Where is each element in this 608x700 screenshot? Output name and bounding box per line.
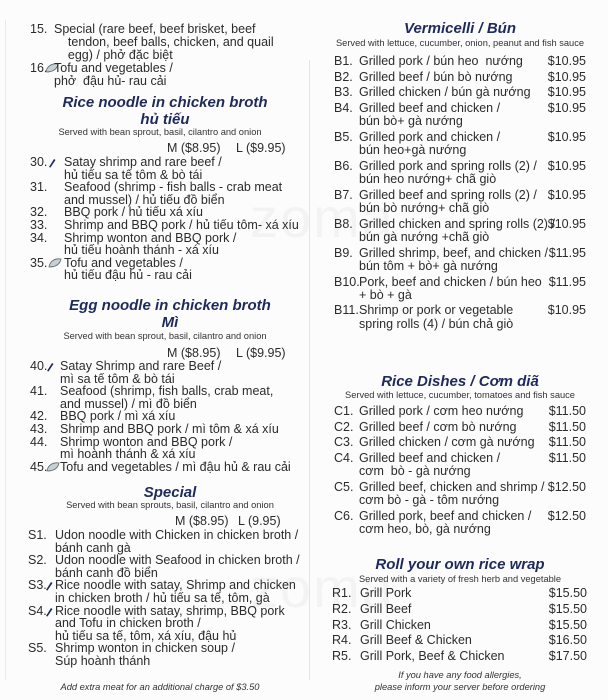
item-number: 44.	[30, 434, 48, 449]
leaf-icon	[48, 258, 62, 271]
item-description: Grilled shrimp, beef, and chicken /	[359, 245, 548, 260]
item-description: Grilled beef / cơm bò nướng	[359, 419, 517, 434]
rice-wrap-title: Roll your own rice wrap	[375, 556, 545, 573]
item-number: B4.	[334, 101, 353, 116]
item-description: Pork, beef and chicken / bún heo	[359, 274, 542, 289]
item-description: Grilled pork and spring rolls (2) /	[359, 158, 537, 173]
item-number: B1.	[334, 54, 353, 68]
extra-meat-note: Add extra meat for an additional charge of $3.50	[60, 682, 260, 692]
item-price: $10.95	[547, 130, 586, 144]
special-size-m: M ($8.95)	[175, 514, 229, 528]
item-number: R3.	[332, 617, 352, 632]
item-number: 31.	[30, 180, 48, 195]
item-price: $11.50	[548, 404, 586, 418]
menu-item	[28, 605, 303, 643]
item-description: hủ tiếu sa tế, tôm, xá xíu, đậu hủ	[55, 628, 237, 643]
menu-item	[334, 218, 586, 244]
spicy-pepper-icon	[45, 606, 53, 620]
item-description: Udon noodle with Chicken in chicken broth /	[55, 528, 299, 542]
menu-item	[30, 232, 300, 257]
item-description: Grill Beef	[360, 601, 412, 616]
item-price: $16.50	[548, 633, 587, 648]
item-number: C6.	[334, 508, 354, 523]
item-description: BBQ pork / hủ tiếu xá xíu	[64, 205, 203, 220]
item-number: B10.	[334, 274, 360, 289]
menu-item	[30, 23, 300, 62]
rice-wrap-subtitle: Served with a variety of fresh herb and vegetable	[358, 574, 562, 584]
spicy-pepper-icon	[48, 157, 56, 171]
item-price: $12.50	[547, 508, 586, 523]
menu-item	[334, 102, 586, 128]
rice-dishes-title: Rice Dishes / Cơm diã	[381, 373, 539, 390]
item-description: hủ tiếu đậu hủ - rau cải	[64, 268, 192, 283]
item-description: Súp hoành thánh	[55, 653, 151, 668]
item-price: $10.95	[547, 216, 586, 231]
item-number: 32.	[30, 205, 48, 220]
item-description: in chicken broth / hủ tiếu sa tế, tôm, gà	[55, 590, 270, 605]
mi-subtitle: Served with bean sprout, basil, cilantro and onion	[63, 331, 267, 341]
item-description: cơm bò - gà - tôm nướng	[359, 493, 500, 508]
item-number: 43.	[30, 422, 48, 436]
item-number: R5.	[332, 649, 352, 664]
menu-item	[334, 189, 586, 215]
item-number: 42.	[30, 409, 48, 424]
menu-item	[334, 247, 586, 273]
item-description: Tofu and vegetables / mì đậu hủ & rau cải	[60, 459, 291, 474]
item-description: cơm bò - gà nướng	[359, 464, 471, 479]
item-number: 40.	[30, 359, 48, 373]
item-description: Seafood (shrimp - fish balls - crab meat	[64, 180, 283, 195]
item-number: B11.	[334, 303, 359, 318]
menu-item	[334, 276, 586, 302]
item-description: Grilled beef, chicken and shrimp /	[359, 480, 545, 494]
item-price: $10.95	[547, 54, 586, 68]
menu-item	[334, 55, 586, 68]
item-price: $11.50	[548, 451, 586, 466]
special-title: Special	[143, 484, 197, 501]
item-description: + bò + gà	[359, 287, 412, 302]
page-edge	[5, 20, 6, 680]
item-price: $10.95	[547, 158, 586, 173]
item-number: S5.	[28, 641, 47, 656]
item-number: R2.	[332, 601, 352, 616]
menu-item	[334, 405, 586, 418]
item-description: bún bò+ gà nướng	[359, 114, 463, 129]
item-description: egg) / phở đặc biệt	[54, 48, 173, 62]
item-description: Grill Chicken	[360, 617, 431, 632]
item-number: C1.	[334, 404, 354, 418]
item-description: Grilled chicken and spring rolls (2) /	[359, 216, 555, 231]
item-price: $11.95	[548, 274, 586, 289]
item-description: bún bò nướng+ chã giò	[359, 200, 490, 215]
item-number: 35.	[30, 255, 48, 270]
item-description: Grilled beef and spring rolls (2) /	[359, 187, 537, 202]
item-price: $10.95	[547, 303, 586, 318]
item-description: bánh canh gà	[55, 540, 131, 555]
item-description: Shrimp and BBQ pork / mì tôm & xá xíu	[60, 422, 279, 436]
rice-dishes-subtitle: Served with lettuce, cucumber, tomatoes and fish sauce	[345, 390, 575, 400]
menu-item	[334, 452, 586, 478]
spicy-pepper-icon	[46, 361, 54, 375]
item-number: B6.	[334, 158, 353, 173]
item-description: and Tofu in chicken broth /	[55, 616, 201, 631]
item-price: $11.50	[548, 419, 586, 434]
item-number: C2.	[334, 419, 354, 434]
item-description: Grill Pork	[360, 586, 412, 600]
item-description: spring rolls (4) / bún chả giò	[359, 316, 514, 331]
item-number: 45.	[30, 459, 48, 474]
item-price: $10.95	[547, 187, 586, 202]
item-description: and mussel) / hủ tiếu đồ biển	[64, 192, 225, 207]
vermicelli-subtitle: Served with lettuce, cucumber, onion, peanut and fish sauce	[335, 38, 585, 48]
item-number: B5.	[334, 130, 353, 144]
item-number: S2.	[28, 553, 47, 568]
menu-item	[30, 461, 305, 474]
hu-tieu-title-vn: hủ tiếu	[140, 111, 190, 128]
item-description: Grilled pork and chicken /	[359, 130, 501, 144]
item-number: 41.	[30, 384, 48, 399]
item-price: $10.95	[547, 85, 586, 100]
item-description: Shrimp or pork or vegetable	[359, 303, 514, 318]
item-description: Shrimp wonton and BBQ pork /	[60, 434, 233, 449]
item-number: R4.	[332, 633, 352, 648]
menu-item	[334, 421, 586, 434]
item-price: $15.50	[548, 601, 587, 616]
hu-tieu-title: Rice noodle in chicken broth	[62, 94, 268, 111]
item-description: Tofu and vegetables /	[54, 61, 173, 75]
menu-item	[334, 481, 586, 507]
item-price: $15.50	[548, 586, 587, 600]
menu-item	[30, 181, 300, 206]
hu-tieu-subtitle: Served with bean sprout, basil, cilantro and onion	[58, 127, 262, 137]
item-price: $15.50	[548, 617, 587, 632]
menu-item	[30, 423, 305, 436]
item-description: Shrimp wonton in chicken soup /	[55, 641, 235, 656]
item-description: hủ tiếu sa tế tôm & bò tái	[64, 167, 203, 182]
menu-item	[30, 436, 305, 461]
leaf-icon	[46, 462, 60, 475]
hu-tieu-size-l: L ($9.95)	[236, 141, 286, 155]
menu-item	[332, 587, 587, 600]
special-subtitle: Served with bean sprouts, basil, cilantro and onion	[66, 500, 274, 510]
spicy-pepper-icon	[45, 580, 53, 594]
item-number: 30.	[30, 155, 48, 169]
item-number: 16.	[30, 61, 48, 75]
item-price: $11.95	[548, 245, 586, 260]
item-description: hủ tiếu hoành thánh - xá xíu	[64, 243, 219, 258]
menu-item	[30, 62, 300, 88]
item-number: 15.	[30, 22, 48, 36]
item-description: bún tôm + bò+ gà nướng	[359, 258, 498, 273]
menu-item	[332, 603, 587, 616]
item-description: Udon noodle with Seafood in chicken broth /	[55, 553, 300, 568]
item-number: C4.	[334, 451, 354, 466]
menu-item	[334, 304, 586, 330]
item-description: Tofu and vegetables /	[64, 255, 183, 270]
item-description: bánh canh đồ biển	[55, 565, 158, 580]
menu-item	[28, 529, 303, 554]
item-description: Grilled beef and chicken /	[359, 101, 501, 116]
item-description: cơm heo, bò, gà nướng	[359, 522, 491, 537]
item-description: Grilled pork / bún heo nướng	[359, 54, 523, 68]
allergy-note-line1: If you have any food allergies,	[398, 670, 522, 680]
menu-item	[334, 436, 586, 449]
item-price: $11.50	[548, 435, 586, 450]
item-description: Grilled chicken / bún gà nướng	[359, 85, 531, 100]
hu-tieu-size-m: M ($8.95)	[167, 141, 221, 155]
menu-item	[334, 86, 586, 99]
item-number: 33.	[30, 218, 48, 232]
menu-item	[334, 131, 586, 157]
menu-item	[334, 510, 586, 536]
item-price: $17.50	[548, 649, 587, 664]
mi-size-m: M ($8.95)	[167, 346, 221, 360]
item-description: Satay shrimp and rare beef /	[64, 155, 222, 169]
item-number: B9.	[334, 245, 353, 260]
item-number: B7.	[334, 187, 353, 202]
item-description: Grill Pork, Beef & Chicken	[360, 649, 505, 664]
item-number: S1.	[28, 528, 47, 542]
item-number: S4.	[28, 603, 47, 618]
menu-item	[30, 156, 300, 181]
item-description: Grill Beef & Chicken	[360, 633, 472, 648]
item-number: R1.	[332, 586, 352, 600]
item-description: Seafood (shrimp, fish balls, crab meat,	[60, 384, 274, 399]
menu-item	[334, 160, 586, 186]
menu-item	[28, 642, 303, 667]
item-number: B2.	[334, 69, 353, 84]
item-description: phở đậu hủ- rau cải	[54, 74, 167, 88]
item-description: bún heo+gà nướng	[359, 143, 467, 158]
menu-item	[28, 554, 303, 579]
item-description: Satay Shrimp and rare Beef /	[60, 359, 222, 373]
menu-item	[334, 71, 586, 84]
item-description: Grilled beef and chicken /	[359, 451, 501, 466]
menu-item	[332, 650, 587, 663]
item-description: bún gà nướng +chã giò	[359, 229, 490, 244]
item-description: Shrimp and BBQ pork / hủ tiếu tôm- xá xíu	[64, 218, 299, 232]
item-description: mì hoành thánh & xá xíu	[60, 447, 196, 462]
item-description: mì sa tế tôm & bò tái	[60, 371, 175, 386]
menu-item	[30, 385, 305, 410]
item-description: Grilled pork, beef and chicken /	[359, 508, 532, 523]
mi-size-l: L ($9.95)	[236, 346, 286, 360]
item-price: $10.95	[547, 101, 586, 116]
mi-title: Egg noodle in chicken broth	[69, 297, 271, 314]
item-price: $10.95	[547, 69, 586, 84]
item-number: B3.	[334, 85, 353, 100]
item-price: $12.50	[547, 480, 586, 494]
item-number: B8.	[334, 216, 353, 231]
menu-item	[30, 360, 305, 385]
item-description: BBQ pork / mì xá xíu	[60, 409, 176, 424]
menu-item	[30, 219, 300, 232]
item-description: and mussel) / mì đồ biển	[60, 396, 197, 411]
item-description: bún heo nướng+ chã giò	[359, 172, 497, 187]
item-description: tendon, beef balls, chicken, and quail	[54, 35, 274, 49]
menu-item	[30, 257, 300, 282]
item-description: Grilled chicken / cơm gà nướng	[359, 435, 535, 450]
item-description: Rice noodle with satay, shrimp, BBQ pork	[55, 603, 285, 618]
item-description: Grilled pork / cơm heo nướng	[359, 404, 524, 418]
item-description: Special (rare beef, beef brisket, beef	[54, 22, 256, 36]
allergy-note-line2: please inform your server before ordering	[374, 682, 546, 692]
item-description: Shrimp wonton and BBQ pork /	[64, 230, 237, 245]
item-description: Rice noodle with satay, Shrimp and chicken	[55, 578, 296, 593]
menu-item	[332, 619, 587, 632]
item-number: S3.	[28, 578, 47, 593]
item-number: C3.	[334, 435, 354, 450]
item-number: 34.	[30, 230, 48, 245]
vermicelli-title: Vermicelli / Bún	[404, 20, 516, 37]
special-size-l: L (9.95)	[238, 514, 281, 528]
menu-item	[28, 579, 303, 604]
menu-item	[332, 634, 587, 647]
item-description: Grilled beef / bún bò nướng	[359, 69, 513, 84]
mi-title-vn: Mì	[161, 314, 179, 331]
item-number: C5.	[334, 480, 354, 494]
